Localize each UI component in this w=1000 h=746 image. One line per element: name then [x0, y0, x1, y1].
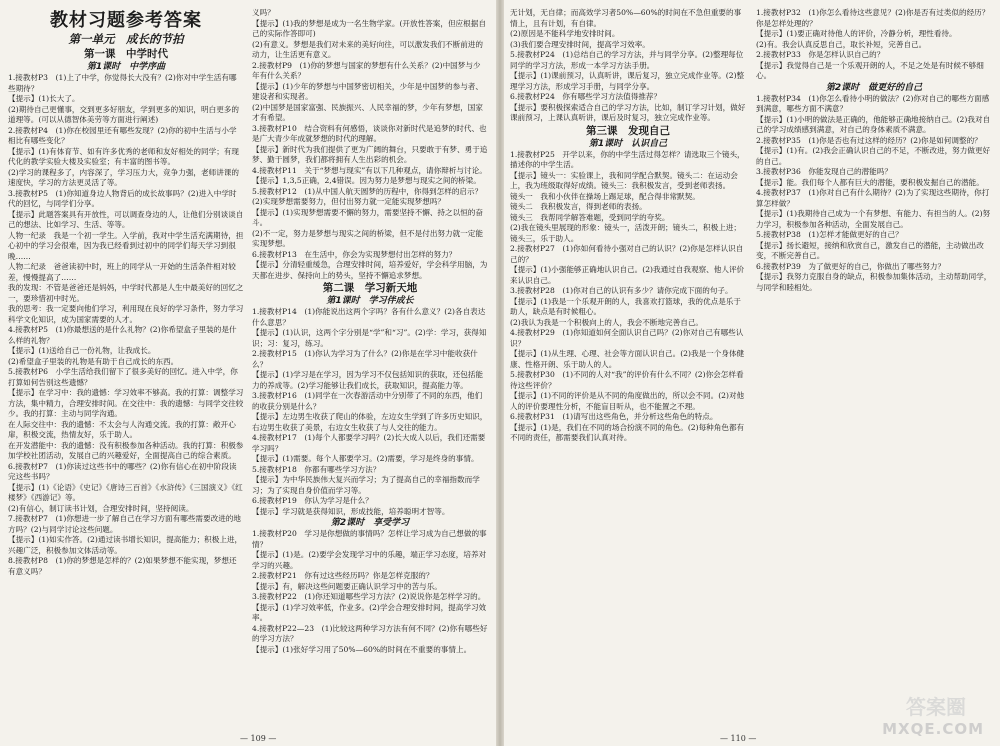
section-heading: 第1课时 学习伴成长	[326, 296, 414, 306]
answer-line: 镜头一 我和小伙伴在操场上踢足球，配合得非常默契。	[510, 191, 700, 201]
lesson-title: 第一课 中学时代	[84, 48, 168, 60]
answer-line: (3)我们要合理安排时间，提高学习效率。	[510, 39, 650, 49]
answer-line: (2)有信心，制订读书计划，合理安排时间，坚持阅读。	[8, 503, 194, 513]
answer-line: 4.接教材P17 (1)每个人都要学习吗？(2)长大成人以后，我们还需要学习吗？	[252, 433, 486, 453]
answer-line: 人物一纪录 我是一个初一学生。入学前，我对中学生活充满期待，担心初中的学习会很难，因为我已经看到过初中的同学们每天学习到很晚……	[8, 230, 244, 261]
answer-line: 6.接教材P19 你认为学习是什么？	[252, 496, 373, 505]
answer-list	[510, 8, 746, 444]
answer-line: 【提示】(1)是，我们在不同的场合扮演不同的角色。(2)每种角色都有不同的责任，都需要我们认真对待。	[510, 422, 745, 442]
answer-line: 5.接教材P18 你都有哪些学习方法？	[252, 464, 381, 474]
answer-line: 【提示】(1)小明的做法是正确的，他能够正确地接纳自己。(2)我对自己的学习成绩感到满意，对自己的身体素质不满意。	[756, 114, 991, 134]
answer-line: 5.接教材P30 (1)不同的人对“我”的评价有什么不同？(2)你会怎样看待这些评价？	[510, 370, 744, 390]
answer-line: 1.接教材P25 开学以来，你的中学生活过得怎样？请选取三个镜头，描述你的中学生活。	[510, 149, 745, 169]
answer-line: 5.接教材P12 (1)从中国人航天圆梦的历程中，你得到怎样的启示？(2)实现梦想需要努力，但付出努力就一定能实现梦想吗？	[252, 186, 483, 206]
answer-line: 【提示】(1)长大了。	[8, 94, 80, 103]
answer-line: 【提示】我努力克服自身的缺点，积极参加集体活动，主动帮助同学，与同学和睦相处。	[756, 272, 992, 292]
site-watermark	[820, 696, 990, 740]
answer-line: 【提示】要积极探索适合自己的学习方法，比如，制订学习计划，做好课前预习，上课认真听讲，课后及时复习，独立完成作业等。	[510, 102, 746, 122]
answer-line: 2.接教材P15 (1)你认为学习为了什么？(2)你是在学习中能收获什么？	[252, 349, 478, 369]
answer-line: (2)不一定，努力是梦想与现实之间的桥梁，但不是付出努力就一定能实现梦想。	[252, 228, 483, 248]
answer-line: 4.接教材P5 (1)你最想送的是什么礼物？(2)你希望盒子里装的是什么样的礼物？	[8, 325, 237, 345]
answer-line: 【提示】(1)《论语》《史记》《唐诗三百首》《水浒传》《三国演义》《红楼梦》《西游记》等。	[8, 482, 243, 502]
section-heading: 第二课 学习新天地	[322, 282, 418, 294]
answer-line: 3.接教材P16 (1)同学在一次春游活动中分别带了不同的东西，他们的收获分别是什么？	[252, 391, 483, 411]
answer-line: 【提示】新时代为我们提供了更为广阔的舞台，只要敢于有梦、勇于追梦、勤于圆梦，我们都将拥有人生出彩的机会。	[252, 144, 488, 164]
section-heading: 第2课时 享受学习	[330, 518, 410, 528]
answer-line: 4.接教材P37 (1)你对自己有什么期待？(2)为了实现这些期待，你打算怎样做？	[756, 188, 990, 208]
section-title: 第1课时 中学序曲	[86, 62, 166, 72]
answer-line: 2.接教材P9 (1)你的梦想与国家的梦想有什么关系？(2)中国梦与少年有什么关系？	[252, 60, 481, 80]
answer-line: 2.接教材P21 你有过这些经历吗？你是怎样克服的？	[252, 571, 434, 580]
answer-line: 2.接教材P35 (1)你是否也有过这样的经历？(2)你是如何调整的？	[756, 135, 982, 145]
section-heading: 第三课 发现自己	[586, 124, 670, 137]
answer-line: (2)有意义。梦想是我们对未来的美好向往，可以激发我们不断前进的动力，让生活更有意义。	[252, 39, 483, 59]
answer-line: 4.接教材P29 (1)你知道如何全面认识自己吗？(2)你对自己有哪些认识？	[510, 328, 744, 348]
answer-line: 1.接教材P20 学习是你想做的事情吗？怎样让学习成为自己想做的事情？	[252, 529, 487, 549]
answer-line: 【提示】有，解决这些问题要正确认识学习中的苦与乐。	[252, 581, 442, 591]
answer-line: 镜头三 我帮同学解答难题，受到同学的夸奖。	[510, 212, 670, 222]
answer-line: 【提示】(1)有体育节、如有许多优秀的老师和友好相处的同学；有现代化的教学实验大楼及实验室；有丰富的图书等。	[8, 146, 239, 166]
answer-line: 【提示】(1)不同的评价是从不同的角度做出的，所以会不同。(2)对他人的评价要理性分析，不能盲目听从，也不能置之不理。	[510, 391, 745, 411]
answer-line: 【提示】(1)我的梦想是成为一名生物学家。(开放性答案，但应根据自己的实际作答即可)	[252, 18, 486, 38]
answer-line: 【提示】1,3,5正确，2,4错误。因为努力是梦想与现实之间的桥梁。	[252, 176, 481, 185]
answer-line: 1.接教材P34 (1)你怎么看待小明的做法？(2)你对自己的哪些方面感到满意，哪些方面不满意？	[756, 93, 990, 113]
answer-line: 6.接教材P31 (1)请写出这些角色，并分析这些角色的特点。	[510, 412, 718, 421]
answer-line: 【提示】(1)实现梦想需要不懈的努力，需要坚持不懈、持之以恒的奋斗。	[252, 207, 483, 227]
answer-line: 【提示】(1)认识，这两个字分别是“学”和“习”。(2)学：学习，获得知识；习：复习，练习。	[252, 328, 487, 348]
answer-line: 我的思考：我一定要向他们学习，利用现在良好的学习条件，努力学习科学文化知识，成为国家需要的人才。	[8, 304, 244, 324]
watermark-url-text: MXQE.COM	[882, 720, 984, 738]
page-number: — 109 —	[240, 734, 277, 743]
answer-list	[756, 8, 992, 293]
answer-line: (2)有。我会认真反思自己，取长补短，完善自己。	[756, 39, 927, 49]
right-page	[504, 0, 1000, 746]
page-title: 教材习题参考答案	[50, 10, 202, 31]
answer-line: 1.接教材P3 (1)上了中学，你觉得长大没有？(2)你对中学生活有哪些期待？	[8, 73, 237, 93]
answer-line: 2.接教材P4 (1)你在校园里还有哪些发现？(2)你的初中生活与小学相比有哪些变化？	[8, 125, 237, 145]
answer-line: 我的发现：不管是爸爸还是妈妈，中学时代都是人生中最美好的回忆之一，要珍惜初中时光。	[8, 283, 244, 303]
answer-line: (2)原因是不能科学地安排时间。	[510, 29, 620, 38]
answer-line: 【提示】(1)我是一个乐观开朗的人，我喜欢打篮球，我的优点是乐于助人，缺点是有时候粗心。	[510, 296, 741, 316]
right-column-2	[756, 8, 992, 293]
answer-line: 人物二纪录 爸爸读初中时，班上的同学从一开始的生活条件相对较差，慢慢提高了……	[8, 262, 236, 282]
answer-line: 【提示】扬长避短，接纳和欣赏自己，激发自己的潜能，主动做出改变，不断完善自己。	[756, 240, 984, 260]
answer-line: 【提示】(1)小强能够正确地认识自己。(2)我通过自我观察、他人评价来认识自己。	[510, 265, 745, 285]
answer-line: 【提示】镜头一：实验课上，我和同学配合默契。镜头二：在运动会上，我为班级取得好成绩。镜头三：我积极发言，受到老师表扬。	[510, 170, 738, 190]
answer-line: 【提示】左边男生收获了爬山的体验，左边女生学到了许多历史知识，右边男生收获了美景，右边女生收获了与人交往的能力。	[252, 412, 488, 432]
section-heading: 第2课时 做更好的自己	[825, 82, 923, 93]
answer-line: 5.接教材P6 小学生活给我们留下了很多美好的回忆。进入中学，你打算如何告别这些遗憾？	[8, 367, 238, 387]
answer-line: 【提示】学习就是获得知识，形成技能，培养聪明才智等。	[252, 506, 450, 516]
answer-line: 【提示】(1)如实作答。(2)通过读书增长知识，提高能力；积极上进，兴趣广泛，积极参加文体活动等。	[8, 535, 243, 555]
left-column-1	[8, 8, 244, 577]
answer-line: 2.接教材P27 (1)你如何看待小强对自己的认识？(2)你是怎样认识自己的？	[510, 244, 744, 264]
answer-list	[8, 73, 244, 577]
answer-line: (2)我认为我是一个积极向上的人，我会不断地完善自己。	[510, 317, 704, 327]
answer-line: 【提示】(1)送给自己一份礼物，让我成长。	[8, 346, 156, 355]
answer-line: 4.接教材P22—23 (1)比较这两种学习方法有何不同？(2)你有哪些好的学习方法？	[252, 623, 488, 643]
answer-line: 【提示】(1)我期待自己成为一个有梦想、有能力、有担当的人。(2)努力学习，积极参加各种活动，全面发展自己。	[756, 209, 991, 229]
answer-line: 【提示】(1)有。(2)我会正确认识自己的不足，不断改进，努力做更好的自己。	[756, 146, 991, 166]
answer-line: 【提示】(1)学习是在学习，因为学习不仅包括知识的获取，还包括能力的养成等。(2)学习能够让我们成长，获取知识，提高能力等。	[252, 370, 483, 390]
answer-line: 【提示】(1)张好学习用了50%—60%的时间在不重要的事情上。	[252, 644, 472, 654]
answer-line: 【提示】(1)少年的梦想与中国梦密切相关，少年是中国梦的参与者、建设者和实现者。	[252, 81, 483, 101]
answer-line: 【提示】(1)课前预习，认真听讲，课后复习，独立完成作业等。(2)整理学习方法，形成学习手册，与同学分享。	[510, 71, 745, 91]
answer-line: (2)期待自己更懂事，交到更多好朋友，学到更多的知识，明白更多的道理等。(可以从德智体美劳等方面进行阐述)	[8, 104, 239, 124]
answer-line: 【提示】(1)是。(2)要学会发现学习中的乐趣，端正学习态度，培养对学习的兴趣。	[252, 550, 487, 570]
page-number: — 110 —	[720, 734, 757, 743]
answer-line: 义吗？	[252, 8, 275, 17]
answer-line: 【提示】(1)需要。每个人都要学习。(2)需要，学习是终身的事情。	[252, 454, 479, 463]
watermark-logo-text: 答案圈	[906, 695, 966, 719]
answer-line: 1.接教材P14 (1)你能说出这两个字吗？各有什么意义？(2)各自表达什么意思？	[252, 307, 486, 327]
answer-line: 【提示】在学习中：我的遗憾：学习效率不够高。我的打算：调整学习方法，集中精力，合理安排时间。在交往中：我的遗憾：与同学交往较少。我的打算：主动与同学沟通。	[8, 388, 244, 418]
left-column-2	[252, 8, 488, 655]
section-heading: 第1课时 认识自己	[588, 138, 668, 149]
answer-line: 【提示】(1)学习效率低，作业多。(2)学会合理安排时间，提高学习效率。	[252, 602, 487, 622]
answer-line: 8.接教材P8 (1)你的梦想是怎样的？(2)如果梦想不能实现，梦想还有意义吗？	[8, 556, 237, 576]
answer-line: 在开发潜能中：我的遗憾：没有积极参加各种活动。我的打算：积极参加学校社团活动，发展自己的兴趣爱好，全面提高自己的综合素质。	[8, 440, 244, 460]
answer-line: (2)学习的课程多了，内容深了，学习压力大，竞争力强，老师讲课的速度快，学习的方法更灵活了等。	[8, 167, 239, 187]
answer-line: 6.接教材P13 在生活中，你会为实现梦想付出怎样的努力？	[252, 249, 457, 259]
answer-line: (2)中国梦是国家富强、民族振兴、人民幸福的梦，少年有梦想，国家才有希望。	[252, 102, 483, 122]
answer-line: 【提示】为中华民族伟大复兴而学习；为了提高自己的幸福指数而学习；为了实现自身价值而学习等。	[252, 475, 480, 495]
answer-line: 5.接教材P38 (1)怎样才能做更好的自己？	[756, 230, 903, 239]
answer-line: 2.接教材P33 你是怎样认识自己的？	[756, 50, 885, 59]
answer-line: 【提示】(1)从生理、心理、社会等方面认识自己。(2)我是一个身体健康、性格开朗、乐于助人的人。	[510, 349, 745, 369]
answer-line: (2)希望盒子里装的礼物是有助于自己成长的东西。	[8, 356, 179, 366]
answer-line: 6.接教材P7 (1)你读过这些书中的哪些？(2)你有信心在初中阶段读完这些书吗？	[8, 461, 237, 481]
answer-line: 无计划，无自律；而高效学习者50%—60%的时间在不急但重要的事情上，且有计划，有自律。	[510, 8, 742, 28]
answer-list	[252, 8, 488, 655]
answer-line: 6.接教材P24 你有哪些学习方法值得推荐？	[510, 92, 662, 101]
answer-line: 【提示】我觉得自己是一个乐观开朗的人，不足之处是有时候不够细心。	[756, 60, 984, 80]
answer-line: 【提示】此题答案具有开放性，可以调查身边的人，让他们分别谈谈自己的想法、比如学习、生活、等等。	[8, 209, 244, 229]
answer-line: (2)我在镜头里展现的形象：镜头一，活泼开朗；镜头二，积极上进；镜头三，乐于助人。	[510, 223, 741, 243]
answer-line: 4.接教材P11 关于“梦想与现实”有以下几种观点，请你辩析与讨论。	[252, 165, 487, 175]
right-column-1	[510, 8, 746, 444]
answer-line: 5.接教材P24 (1)总结自己的学习方法，并与同学分享。(2)整理每位同学的学习方法，形成一本学习方法手册。	[510, 50, 744, 70]
answer-line: 镜头二 我积极发言，得到老师的表扬。	[510, 202, 647, 211]
answer-line: 3.接教材P10 结合资料有何感悟，谈谈你对新时代是追梦的时代、也是广大青少年成就梦想的时代的理解。	[252, 123, 487, 143]
answer-line: 6.接教材P39 为了做更好的自己，你做出了哪些努力？	[756, 261, 946, 271]
answer-line: 3.接教材P5 (1)你知道身边人物背后的成长故事吗？(2)进入中学时代的回忆，与同学们分享。	[8, 188, 237, 208]
book-gutter	[496, 0, 504, 746]
answer-line: 3.接教材P22 (1)你还知道哪些学习方法？(2)说说你是怎样学习的。	[252, 592, 486, 601]
unit-title: 第一单元 成长的节拍	[68, 32, 184, 46]
left-page	[0, 0, 496, 746]
answer-line: 1.接教材P32 (1)你怎么看待这些意见？(2)你是否有过类似的经历？你是怎样处理的？	[756, 8, 990, 28]
answer-line: 3.接教材P36 你能发现自己的潜能吗？	[756, 167, 892, 176]
answer-line: 7.接教材P7 (1)你想进一步了解自己在学习方面有哪些需要改进的地方吗？(2)与同学讨论这些问题。	[8, 514, 241, 534]
answer-line: 3.接教材P28 (1)你对自己的认识有多少？请你完成下面的句子。	[510, 286, 733, 295]
answer-line: 在人际交往中：我的遗憾：不太会与人沟通交流。我的打算：敞开心扉，积极交流，热情友好，乐于助人。	[8, 419, 236, 439]
answer-line: 【提示】分清轻重缓急，合理安排时间，培养爱好，学会科学用脑，为天都在进步、保持向上的势头，坚持不懈追求梦想。	[252, 260, 488, 280]
answer-line: 【提示】(1)要正确对待他人的评价，冷静分析，理性看待。	[756, 29, 957, 38]
answer-line: 【提示】能。我们每个人都有巨大的潜能，要积极发掘自己的潜能。	[756, 177, 984, 187]
